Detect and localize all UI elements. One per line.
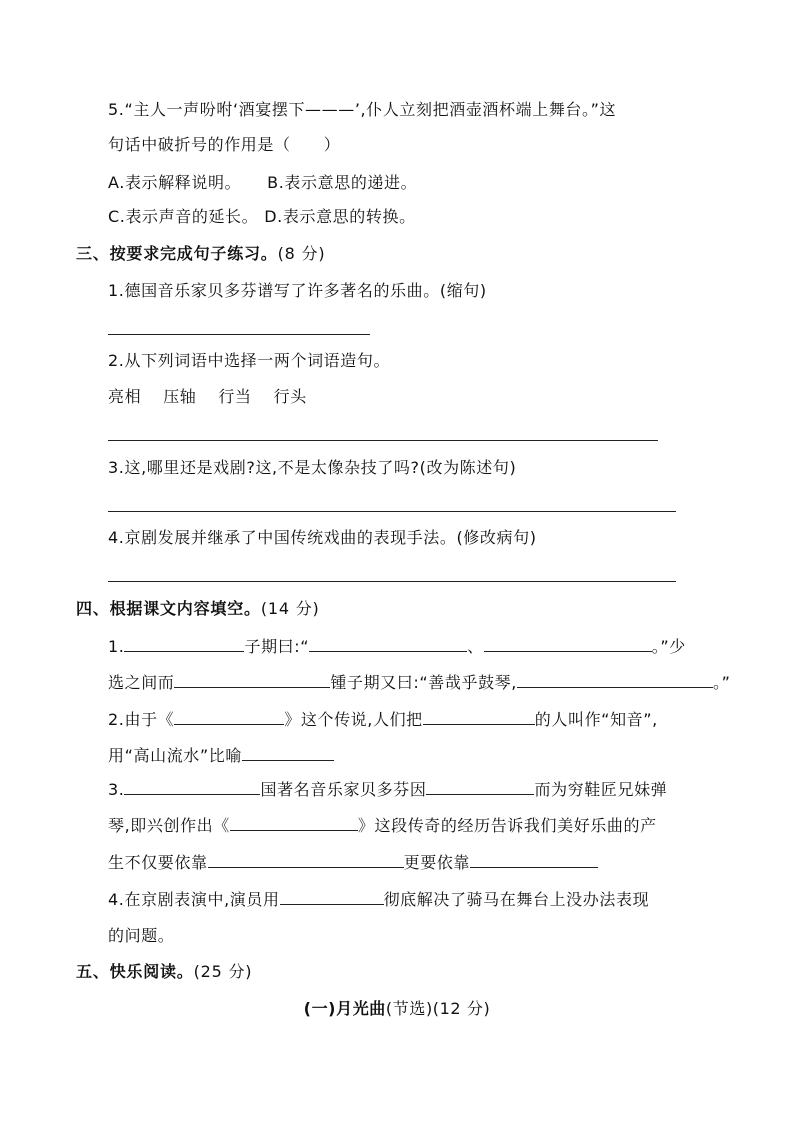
blank[interactable] xyxy=(470,852,598,868)
q5-options-row2 xyxy=(108,206,416,228)
section5-title: 五、快乐阅读。 xyxy=(76,962,194,981)
blank[interactable] xyxy=(174,709,284,725)
blank[interactable] xyxy=(484,636,652,652)
section3-q1-answer-line[interactable] xyxy=(108,334,370,335)
section4-q4-line2: 的问题。 xyxy=(108,926,175,945)
reading-subtitle: (一)月光曲(节选)(12 分) xyxy=(303,999,491,1018)
word-yazhou: 压轴 xyxy=(163,387,197,406)
word-liangxiang: 亮相 xyxy=(108,387,142,406)
section4-q3-line2: 琴,即兴创作出《 》这段传奇的经历告诉我们美好乐曲的产 xyxy=(108,816,657,835)
section3-points: (8 分) xyxy=(277,244,326,263)
section4-points: (14 分) xyxy=(260,599,320,618)
blank[interactable] xyxy=(242,745,334,761)
section3-q1: 1.德国音乐家贝多芬谱写了许多著名的乐曲。(缩句) xyxy=(108,281,487,300)
section3-q4-answer-line[interactable] xyxy=(108,581,676,582)
word-xingtou: 行头 xyxy=(273,387,307,406)
section4-q2-line2: 用“高山流水”比喻 xyxy=(108,745,334,767)
section3-q2-answer-line[interactable] xyxy=(108,440,658,441)
section3-q3: 3.这,哪里还是戏剧?这,不是太像杂技了吗?(改为陈述句) xyxy=(108,458,517,477)
q5-option-b: B.表示意思的递进。 xyxy=(267,173,418,192)
section3-q3-answer-line[interactable] xyxy=(108,511,676,512)
q5-line1: 5.“主人一声吩咐‘酒宴摆下———’,仆人立刻把酒壶酒杯端上舞台。”这 xyxy=(108,100,617,119)
section3-q4: 4.京剧发展并继承了中国传统戏曲的表现手法。(修改病句) xyxy=(108,528,537,547)
blank[interactable] xyxy=(517,672,713,688)
section3-title: 三、按要求完成句子练习。 xyxy=(76,244,278,263)
blank[interactable] xyxy=(309,636,467,652)
section4-q3-line3: 生不仅要依靠 更要依靠 xyxy=(108,852,598,874)
blank[interactable] xyxy=(280,889,384,905)
q5-option-c: C.表示声音的延长。 xyxy=(108,207,259,226)
blank[interactable] xyxy=(124,779,260,795)
blank[interactable] xyxy=(208,852,404,868)
q5-options-row1 xyxy=(108,172,417,194)
section5-points: (25 分) xyxy=(193,962,253,981)
section3-q2: 2.从下列词语中选择一两个词语造句。 xyxy=(108,351,391,370)
blank[interactable] xyxy=(124,636,244,652)
blank[interactable] xyxy=(174,672,330,688)
blank[interactable] xyxy=(426,779,534,795)
blank[interactable] xyxy=(423,709,535,725)
q5-option-a: A.表示解释说明。 xyxy=(108,173,242,192)
section4-title: 四、根据课文内容填空。 xyxy=(76,599,261,618)
q5-line2: 句话中破折号的作用是（ ） xyxy=(108,135,341,154)
section4-q1-line1: 1. 子期曰:“ 、 。”少 xyxy=(108,637,686,656)
section3-heading xyxy=(76,243,325,265)
section4-q4-line1: 4.在京剧表演中,演员用 彻底解决了骑马在舞台上没办法表现 xyxy=(108,890,650,909)
section4-heading xyxy=(76,598,320,620)
section3-word-list xyxy=(108,386,329,408)
blank[interactable] xyxy=(230,815,358,831)
section5-heading xyxy=(76,961,252,983)
word-hangdang: 行当 xyxy=(218,387,252,406)
section4-q1-line2: 选之间而 锺子期又曰:“善哉乎鼓琴, 。” xyxy=(108,673,731,692)
q5-option-d: D.表示意思的转换。 xyxy=(264,207,416,226)
section4-q3-line1: 3. 国著名音乐家贝多芬因 而为穷鞋匠兄妹弹 xyxy=(108,780,668,799)
section4-q2-line1: 2.由于《 》这个传说,人们把 的人叫作“知音”, xyxy=(108,710,658,729)
